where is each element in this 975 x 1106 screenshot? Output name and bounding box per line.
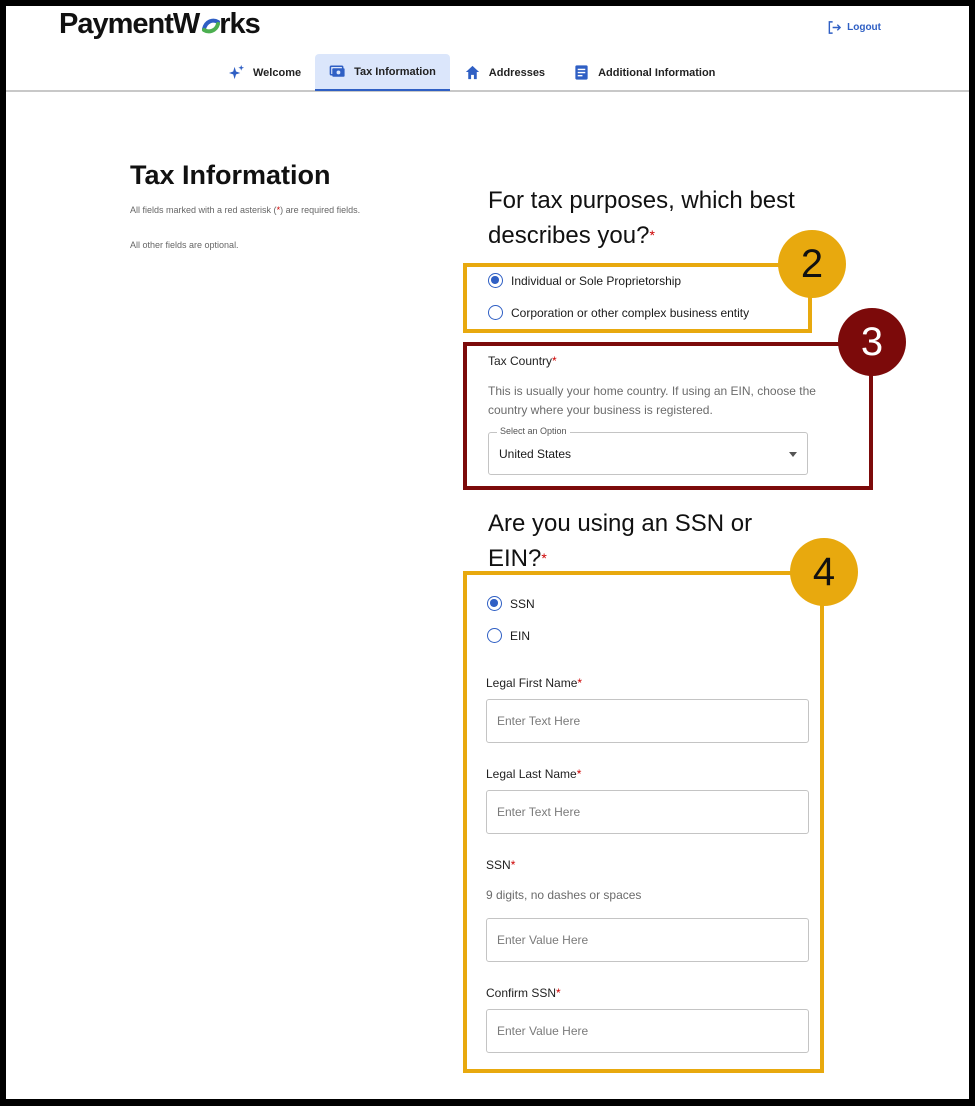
required-asterisk: * (556, 986, 561, 1000)
ssn-ein-question: Are you using an SSN or EIN?* (488, 510, 753, 572)
required-asterisk: * (510, 858, 516, 872)
required-asterisk: * (576, 767, 582, 781)
required-asterisk: * (649, 227, 655, 243)
tax-country-label: Tax Country* (488, 354, 557, 368)
legal-last-name-label: Legal Last Name* (486, 767, 582, 781)
required-asterisk: * (541, 550, 547, 566)
document-icon (573, 64, 590, 81)
sparkle-icon (228, 64, 245, 81)
annotation-badge-2: 2 (778, 230, 846, 298)
tab-tax-information[interactable]: Tax Information (315, 54, 450, 91)
ssn-help: 9 digits, no dashes or spaces (486, 888, 642, 902)
tab-additional-information[interactable]: Additional Information (559, 54, 729, 91)
required-fields-note: All fields marked with a red asterisk (*) are required fields. (130, 205, 361, 215)
tab-addresses[interactable]: Addresses (450, 54, 559, 91)
logout-icon (827, 20, 842, 35)
radio-ssn[interactable]: SSN (487, 596, 535, 611)
paymentworks-logo: PaymentW rks (59, 8, 260, 40)
required-asterisk: * (552, 354, 557, 368)
tab-welcome[interactable]: Welcome (214, 54, 315, 91)
optional-fields-note: All other fields are optional. (130, 240, 239, 250)
select-legend: Select an Option (497, 426, 570, 436)
required-asterisk: * (276, 205, 281, 215)
confirm-ssn-label: Confirm SSN* (486, 986, 561, 1000)
main-tabs (214, 54, 729, 91)
annotation-badge-4: 4 (790, 538, 858, 606)
page-title: Tax Information (130, 160, 331, 190)
radio-ein[interactable]: EIN (487, 628, 530, 643)
annotation-box-3 (463, 342, 873, 490)
annotation-box-4 (463, 571, 824, 1073)
legal-first-name-label: Legal First Name* (486, 676, 583, 690)
radio-corporation[interactable]: Corporation or other complex business entity (488, 305, 749, 320)
money-icon (329, 63, 346, 80)
ssn-label: SSN* (486, 858, 516, 872)
logout-button[interactable]: Logout (827, 20, 881, 35)
tax-country-help: This is usually your home country. If using an EIN, choose the country where your business is registered. (488, 384, 816, 417)
radio-individual-sole-proprietorship[interactable]: Individual or Sole Proprietorship (488, 273, 681, 288)
home-icon (464, 64, 481, 81)
required-asterisk: * (577, 676, 583, 690)
annotation-badge-3: 3 (838, 308, 906, 376)
selected-country: United States (499, 447, 572, 461)
app-frame (6, 6, 969, 1099)
annotation-box-2 (463, 263, 812, 333)
top-header (6, 6, 969, 92)
tax-purpose-question: For tax purposes, which best describes you?* (488, 187, 795, 249)
